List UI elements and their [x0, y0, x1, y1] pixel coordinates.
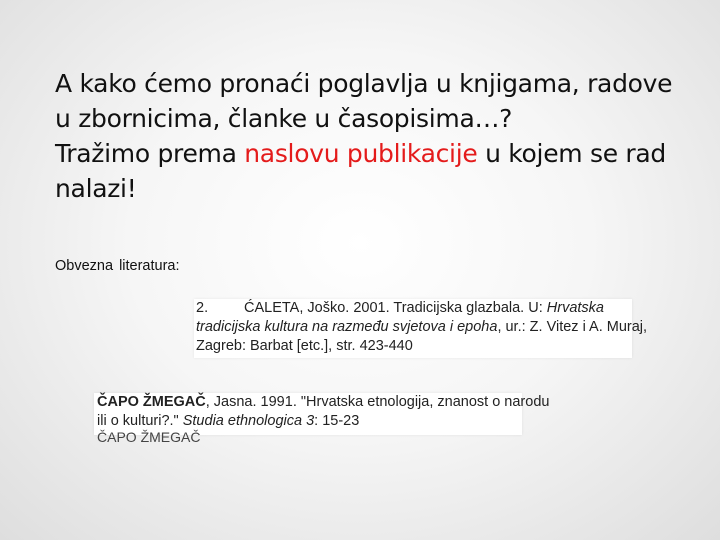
- reference-journal-italic: Studia ethnologica 3: [182, 413, 315, 429]
- reference-line: [97, 393, 550, 412]
- title-line-1: A kako ćemo pronaći poglavlja u knjigama, radove: [55, 69, 673, 98]
- reference-cut-off-line: ČAPO ŽMEGAČ: [97, 429, 201, 445]
- reference-details: , Jasna. 1991. "Hrvatska etnologija, znanost o narodu: [205, 394, 550, 410]
- reference-card-caleta: [194, 299, 648, 358]
- reference-title-italic: Hrvatska: [546, 300, 604, 316]
- reference-line: [196, 318, 648, 337]
- title-line-2: u zbornicima, članke u časopisima…?: [55, 104, 513, 133]
- reference-number: 2.: [196, 300, 209, 316]
- reference-text: ili o kulturi?.": [97, 413, 183, 429]
- reference-author-bold: ČAPO ŽMEGAČ: [97, 394, 206, 410]
- reference-line: Zagreb: Barbat [etc.], str. 423-440: [196, 338, 413, 354]
- reference-author: ĆALETA, Joško. 2001. Tradicijska glazbala. U:: [244, 300, 547, 316]
- title-line-3-end: u kojem se rad: [477, 139, 667, 168]
- reference-title-italic: tradicijska kultura na razmeđu svjetova i epoha: [196, 319, 498, 335]
- reference-card-capo-zmegac: [94, 393, 550, 445]
- slide-title: [55, 66, 695, 206]
- title-line-3: [55, 136, 695, 171]
- reference-editors: , ur.: Z. Vitez i A. Muraj,: [497, 319, 648, 335]
- title-line-4: nalazi!: [55, 174, 137, 203]
- reference-line: [196, 299, 632, 318]
- highlighted-phrase: naslovu publikacije: [244, 139, 478, 168]
- required-literature-label: Obvezna literatura:: [55, 258, 180, 274]
- reference-pages: : 15-23: [314, 413, 360, 429]
- title-line-3-start: Tražimo prema: [55, 139, 245, 168]
